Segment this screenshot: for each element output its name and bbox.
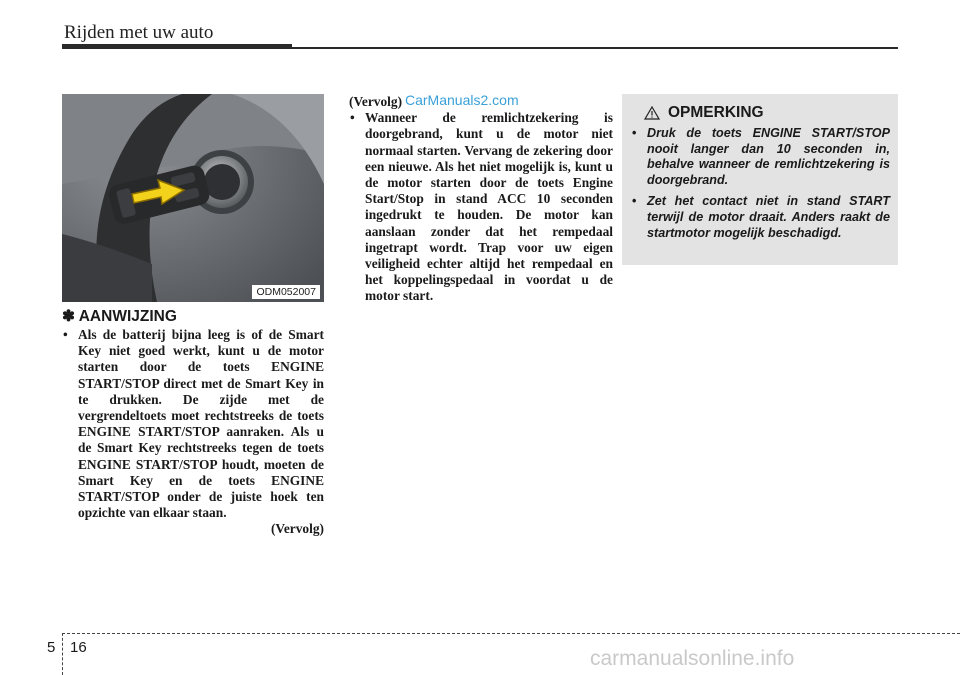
warning-title: OPMERKING xyxy=(668,104,764,121)
watermark-text: CarManuals2.com xyxy=(405,92,519,108)
continued-item-text: Wanneer de remlichtzekering is doorgebrand, kunt u de motor niet normaal starten. Vervang de zekering door een nieuwe. Als het niet mogelijk is, kunt u de motor starten door de toets Engine Start/Stop in stand ACC 10 seconden ingedrukt te houden. De motor kan aanslaan zonder dat het rempedaal ingetrapt wordt. Trap voor uw eigen veiligheid echter altijd het rempedaal en het koppelingspedaal in voordat u de motor start. xyxy=(365,110,613,304)
warning-triangle-icon xyxy=(644,106,660,120)
continued-item xyxy=(349,110,613,304)
note-heading-text: AANWIJZING xyxy=(78,308,177,325)
footer-rule xyxy=(62,633,960,634)
site-watermark: carmanualsonline.info xyxy=(590,647,795,670)
page-number: 16 xyxy=(70,639,87,656)
warning-item-text: Druk de toets ENGINE START/STOP nooit langer dan 10 seconden in, behalve wanneer de remlichtzekering is doorgebrand. xyxy=(647,126,890,187)
footer-divider xyxy=(62,633,63,675)
note-body xyxy=(62,327,324,538)
continued-column xyxy=(349,94,613,305)
continued-heading: (Vervolg) xyxy=(349,94,403,109)
photo-code-label: ODM052007 xyxy=(252,285,320,299)
note-item xyxy=(62,327,324,521)
page-header-title: Rijden met uw auto xyxy=(64,22,214,43)
bullet-icon: • xyxy=(632,126,637,140)
bullet-icon: • xyxy=(632,194,637,209)
warning-box xyxy=(622,94,898,265)
smart-key-photo xyxy=(62,94,324,302)
section-number: 5 xyxy=(47,639,56,656)
warning-item xyxy=(632,194,890,241)
warning-item xyxy=(632,126,890,188)
header-rule xyxy=(62,47,898,49)
bullet-icon: • xyxy=(63,327,68,342)
warning-heading xyxy=(644,104,764,122)
warning-list xyxy=(632,126,890,247)
note-symbol-icon: ✽ xyxy=(62,308,75,325)
warning-item-text: Zet het contact niet in stand START terwijl de motor draait. Anders raakt de startmotor mogelijk beschadigd. xyxy=(647,194,890,240)
bullet-icon: • xyxy=(350,110,355,126)
continued-label: (Vervolg) xyxy=(270,521,324,537)
note-heading xyxy=(62,307,177,326)
note-item-text: Als de batterij bijna leeg is of de Smart Key niet goed werkt, kunt u de motor starten door de toets ENGINE START/STOP direct met de Smart Key in te drukken. De zijde met de vergrendeltoets moet rechtstreeks de toets ENGINE START/STOP aanraken. Als u de Smart Key rechtstreeks tegen de toets ENGINE START/STOP houdt, moeten de Smart Key en de toets ENGINE START/STOP onder de juiste hoek ten opzichte van elkaar staan. xyxy=(78,327,324,521)
